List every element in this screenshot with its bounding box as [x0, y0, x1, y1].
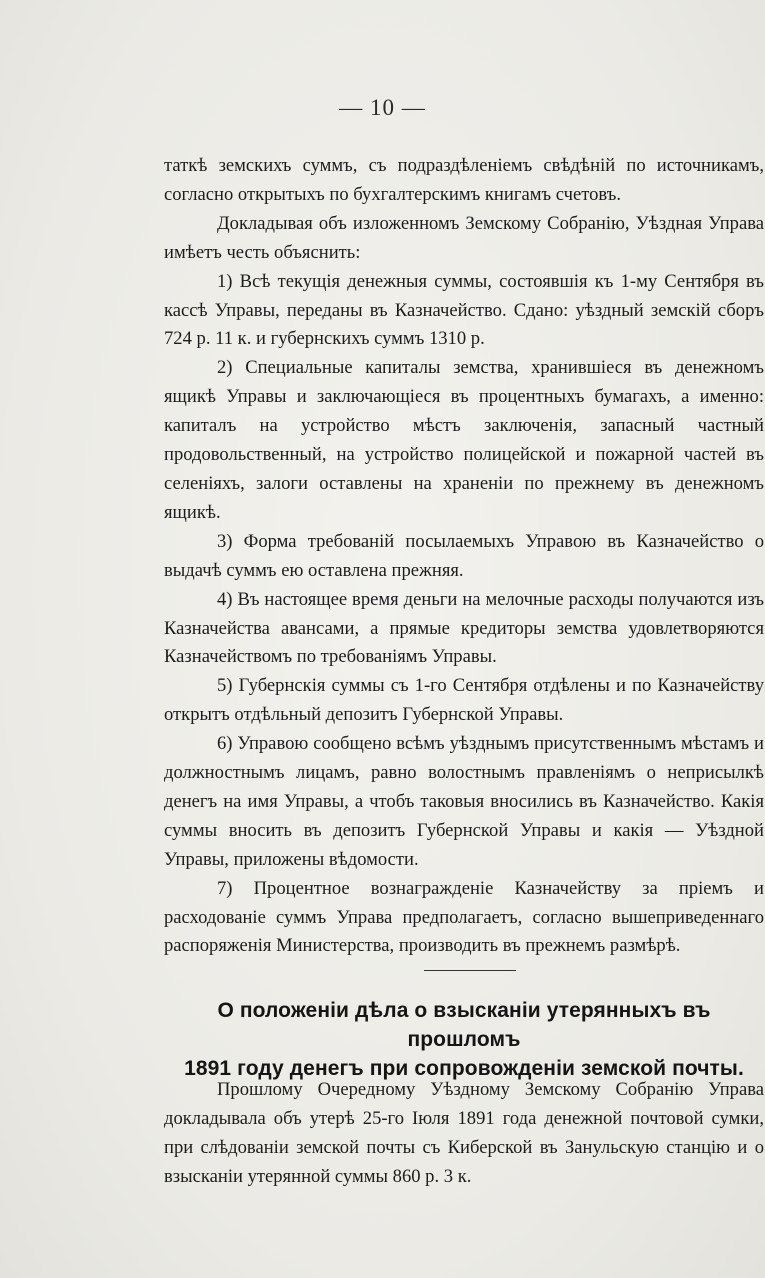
- list-item-4: 4) Въ настоящее время деньги на мелочные расходы получаются изъ Казначейства авансами, а прямые кредиторы земства удовлетворяются Казначействомъ по требованiямъ Управы.: [164, 588, 764, 668]
- intro-paragraph: Докладывая объ изложенномъ Земскому Собранiю, Уѣздная Управа имѣетъ честь объяснить:: [164, 212, 764, 263]
- section-paragraph: Прошлому Очередному Уѣздному Земскому Собранiю Управа докладывала объ утерѣ 25-го Iюля 1891 года денежной почтовой сумки, при слѣдованiи земской почты съ Киберской въ Занульскую станцiю и о взысканiи утерянной суммы 860 р. 3 к.: [164, 1079, 764, 1187]
- list-item-3: 3) Форма требованiй посылаемыхъ Управою въ Казначейство о выдачѣ суммъ ею оставлена прежняя.: [164, 530, 764, 581]
- list-item-7: 7) Процентное вознагражденiе Казначейству за прiемъ и расходованiе суммъ Управа предполагаетъ, согласно вышеприведеннаго распоряженiя Министерства, производить въ прежнемъ размѣрѣ.: [164, 877, 764, 957]
- section-body: [164, 1076, 764, 1192]
- page-number: — 10 —: [339, 95, 426, 120]
- intro-line: таткѣ земскихъ суммъ, съ подраздѣленiемъ свѣдѣнiй по источникамъ, согласно открытыхъ по бухгалтерскимъ книгамъ счетовъ.: [164, 155, 764, 205]
- section-divider: [424, 970, 516, 971]
- list-item-6: 6) Управою сообщено всѣмъ уѣзднымъ присутственнымъ мѣстамъ и должностнымъ лицамъ, равно волостнымъ правленiямъ о неприсылкѣ денегъ на имя Управы, а чтобъ таковыя вносились въ Казначейство. Какiя суммы вносить въ депозитъ Губернской Управы и какiя — Уѣздной Управы, приложены вѣдомости.: [164, 733, 764, 870]
- section-heading-line-2: 1891 году денегъ при сопровожденiи земской почты.: [184, 1057, 744, 1080]
- list-item-5: 5) Губернскiя суммы съ 1-го Сентября отдѣлены и по Казначейству открытъ отдѣльный депозитъ Губернской Управы.: [164, 675, 764, 726]
- list-item-1: 1) Всѣ текущiя денежныя суммы, состоявшiя къ 1-му Сентября въ кассѣ Управы, переданы въ Казначейство. Сдано: уѣздный земскiй сборъ 724 р. 11 к. и губернскихъ суммъ 1310 р.: [164, 270, 764, 350]
- report-body: [164, 152, 764, 961]
- list-item-2: 2) Специальные капиталы земства, хранившiеся въ денежномъ ящикѣ Управы и заключающiеся въ процентныхъ бумагахъ, а именно: капиталъ на устройство мѣстъ заключенiя, запасный частный продовольственный, на устройство полицейской и пожарной частей въ селенiяхъ, залоги оставлены на храненiи по прежнему въ денежномъ ящикѣ.: [164, 357, 764, 523]
- section-heading: [162, 996, 765, 1083]
- section-heading-line-1: О положенiи дѣла о взысканiи утерянныхъ въ прошломъ: [217, 999, 711, 1051]
